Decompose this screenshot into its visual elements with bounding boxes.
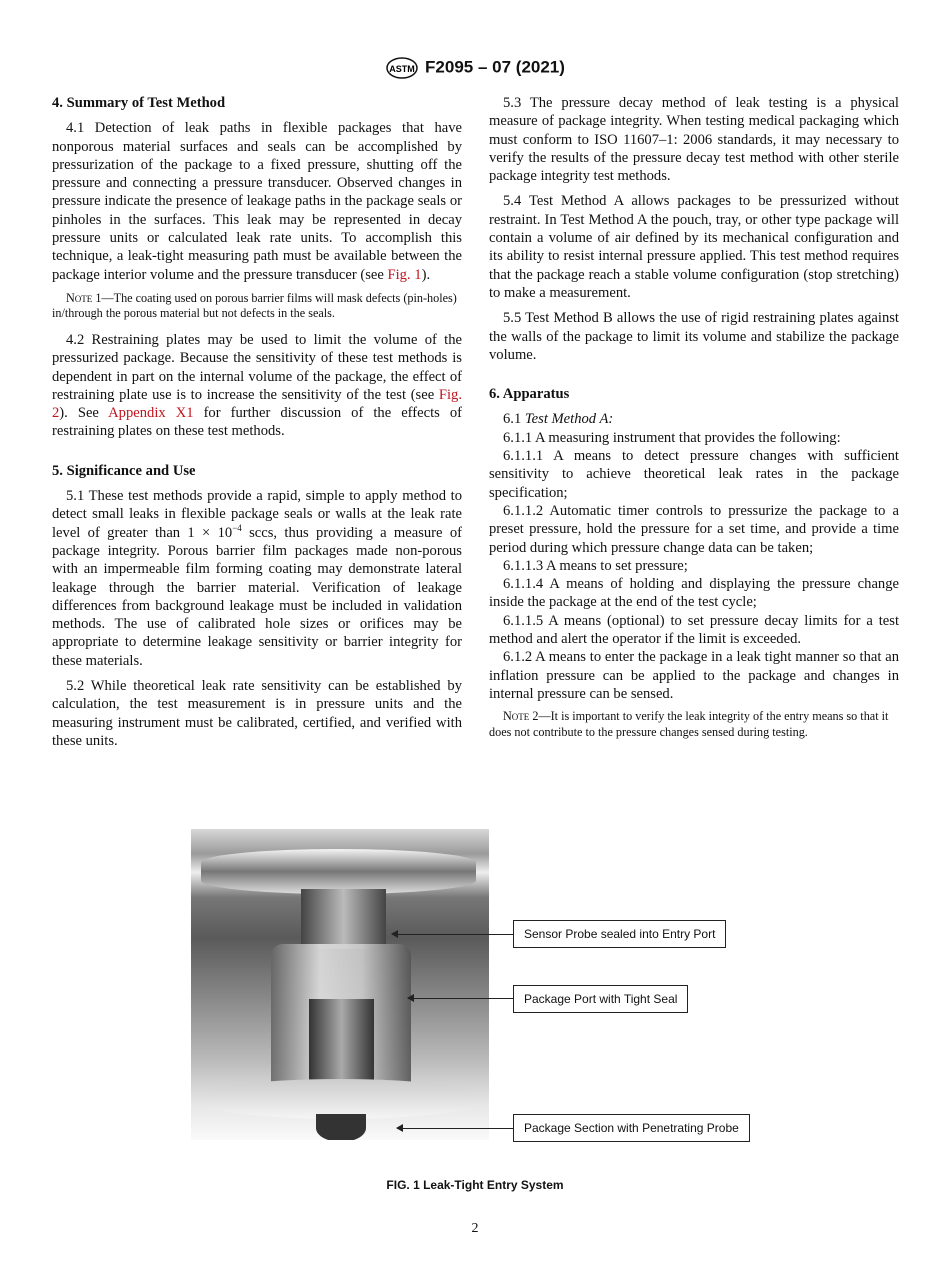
text: 4.2 Restraining plates may be used to limit the volume of the pressurized package. Because the sensitivity of these test methods is dependent in part on the internal volume of the package, the effect of restraining plate use is to increase the sensitivity of the test (see <box>52 331 462 403</box>
paragraph-5-5: 5.5 Test Method B allows the use of rigid restraining plates against the walls of the package to limit its volume and stabilize the package volume. <box>489 310 899 363</box>
svg-text:ASTM: ASTM <box>389 64 415 74</box>
page-number: 2 <box>471 1221 479 1236</box>
note-text: —The coating used on porous barrier films will mask defects (pin-holes) in/through the porous material but not defects in the seals. <box>52 290 457 321</box>
fig-1-link[interactable]: Fig. 1 <box>387 266 422 283</box>
document-designation: F2095 – 07 (2021) <box>425 57 565 77</box>
paragraph-6-1 <box>489 410 899 428</box>
paragraph-4-1 <box>52 119 462 284</box>
paragraph-6-1-1-2: 6.1.1.2 Automatic timer controls to pressurize the package to a preset pressure, hold the pressure for a set time, and provide a time period during which pressure change data can be taken; <box>489 502 899 556</box>
note-label: Note 1 <box>66 290 102 305</box>
arrow-icon <box>397 1128 513 1129</box>
page-header <box>0 57 950 79</box>
probe-stem <box>309 999 374 1089</box>
section-6-heading: 6. Apparatus <box>489 386 570 403</box>
paragraph-5-3: 5.3 The pressure decay method of leak testing is a physical measure of package integrity. When testing medical packaging which must conform to ISO 11607–1: 2006 standards, it may necessary to verify the results of the pressure decay test method with other sterile package integrity test methods. <box>489 95 899 185</box>
right-column <box>489 94 899 749</box>
arrow-icon <box>408 998 513 999</box>
left-column <box>52 94 462 757</box>
text: Test Method A: <box>524 411 614 428</box>
astm-logo-icon <box>385 57 419 79</box>
section-5-heading: 5. Significance and Use <box>52 462 196 479</box>
paragraph-6-1-1-3: 6.1.1.3 A means to set pressure; <box>503 557 688 574</box>
appendix-x1-link[interactable]: Appendix X1 <box>108 405 194 422</box>
note-1 <box>52 291 462 322</box>
section-4-heading: 4. Summary of Test Method <box>52 95 226 111</box>
paragraph-6-1-1-4: 6.1.1.4 A means of holding and displaying the pressure change inside the package at the end of the test cycle; <box>489 576 899 611</box>
paragraph-4-2 <box>52 331 462 441</box>
paragraph-5-4: 5.4 Test Method A allows packages to be pressurized without restraint. In Test Method A the pouch, tray, or other type package will contain a volume of air defined by its mechanical configuration and its ability to resist internal pressure applied. This test method requires that the package reach a stable volume configuration (stop stretching) to make a measurement. <box>489 193 899 301</box>
note-2 <box>489 709 899 740</box>
figure-label-package-port: Package Port with Tight Seal <box>513 985 688 1013</box>
exponent: −4 <box>232 522 242 533</box>
arrow-icon <box>392 934 513 935</box>
figure-caption: FIG. 1 Leak-Tight Entry System <box>386 1178 564 1192</box>
probe-tip <box>316 1114 366 1140</box>
text: 6.1 <box>503 411 525 428</box>
sensor-probe <box>301 889 386 949</box>
paragraph-6-1-2: 6.1.2 A means to enter the package in a leak tight manner so that an inflation pressure can be applied to the package and changes in internal pressure can be sensed. <box>489 649 899 702</box>
paragraph-5-1 <box>52 487 462 670</box>
text: sccs, thus providing a measure of package integrity. Porous barrier film packages made non-porous with an impermeable film forming coating may demonstrate lateral leakage through the barrier material. Verification of leakage differences from background leakage must be included in validation methods. The use of calibrated hole sizes or orifices may be appropriate to determine leakage sensitivity or barrier integrity for these materials. <box>52 524 462 669</box>
note-text: —It is important to verify the leak integrity of the entry means so that it does not contribute to the pressure changes sensed during testing. <box>489 709 889 739</box>
package-section <box>191 1079 489 1119</box>
text: ). <box>421 266 431 283</box>
restraining-disk <box>201 849 476 894</box>
text: for further discussion of the effects of restraining plates on these test methods. <box>52 405 462 440</box>
paragraph-5-2: 5.2 While theoretical leak rate sensitivity can be established by calculation, the test measurement is in pressure units and the measuring instrument must be calibrated, certified, and verified with these units. <box>52 678 462 749</box>
figure-label-sensor-probe: Sensor Probe sealed into Entry Port <box>513 920 726 948</box>
fig-2-link[interactable]: Fig. 2 <box>52 386 462 422</box>
figure-label-package-section: Package Section with Penetrating Probe <box>513 1114 750 1142</box>
paragraph-6-1-1-1: 6.1.1.1 A means to detect pressure changes with sufficient sensitivity to achieve theoretical leak rates in the package specification; <box>489 448 899 501</box>
note-label: Note 2 <box>503 709 539 724</box>
paragraph-6-1-1-5: 6.1.1.5 A means (optional) to set pressure decay limits for a test method and alert the operator if the limit is exceeded. <box>489 612 899 648</box>
figure-1-photo <box>191 829 489 1140</box>
text: ). See <box>59 405 109 422</box>
text: 5.1 These test methods provide a rapid, simple to apply method to detect small leaks in flexible package seals or walls at the leak rate level of greater than 1 × 10 <box>52 488 462 541</box>
paragraph-6-1-1: 6.1.1 A measuring instrument that provides the following: <box>503 429 841 446</box>
text: 4.1 Detection of leak paths in flexible packages that have nonporous material surfaces and seals can be accomplished by pressurization of the package to a fixed pressure, shutting off the pressure and connecting a pressure transducer. Observed changes in pressure indicate the presence of leakage paths in the package seals or pinholes in the surfaces. This leak may be represented in decay pressure units or calculated leak rate units. To accomplish this technique, a leak-tight measuring path must be available between the package interior volume and the pressure transducer (see <box>52 120 462 283</box>
